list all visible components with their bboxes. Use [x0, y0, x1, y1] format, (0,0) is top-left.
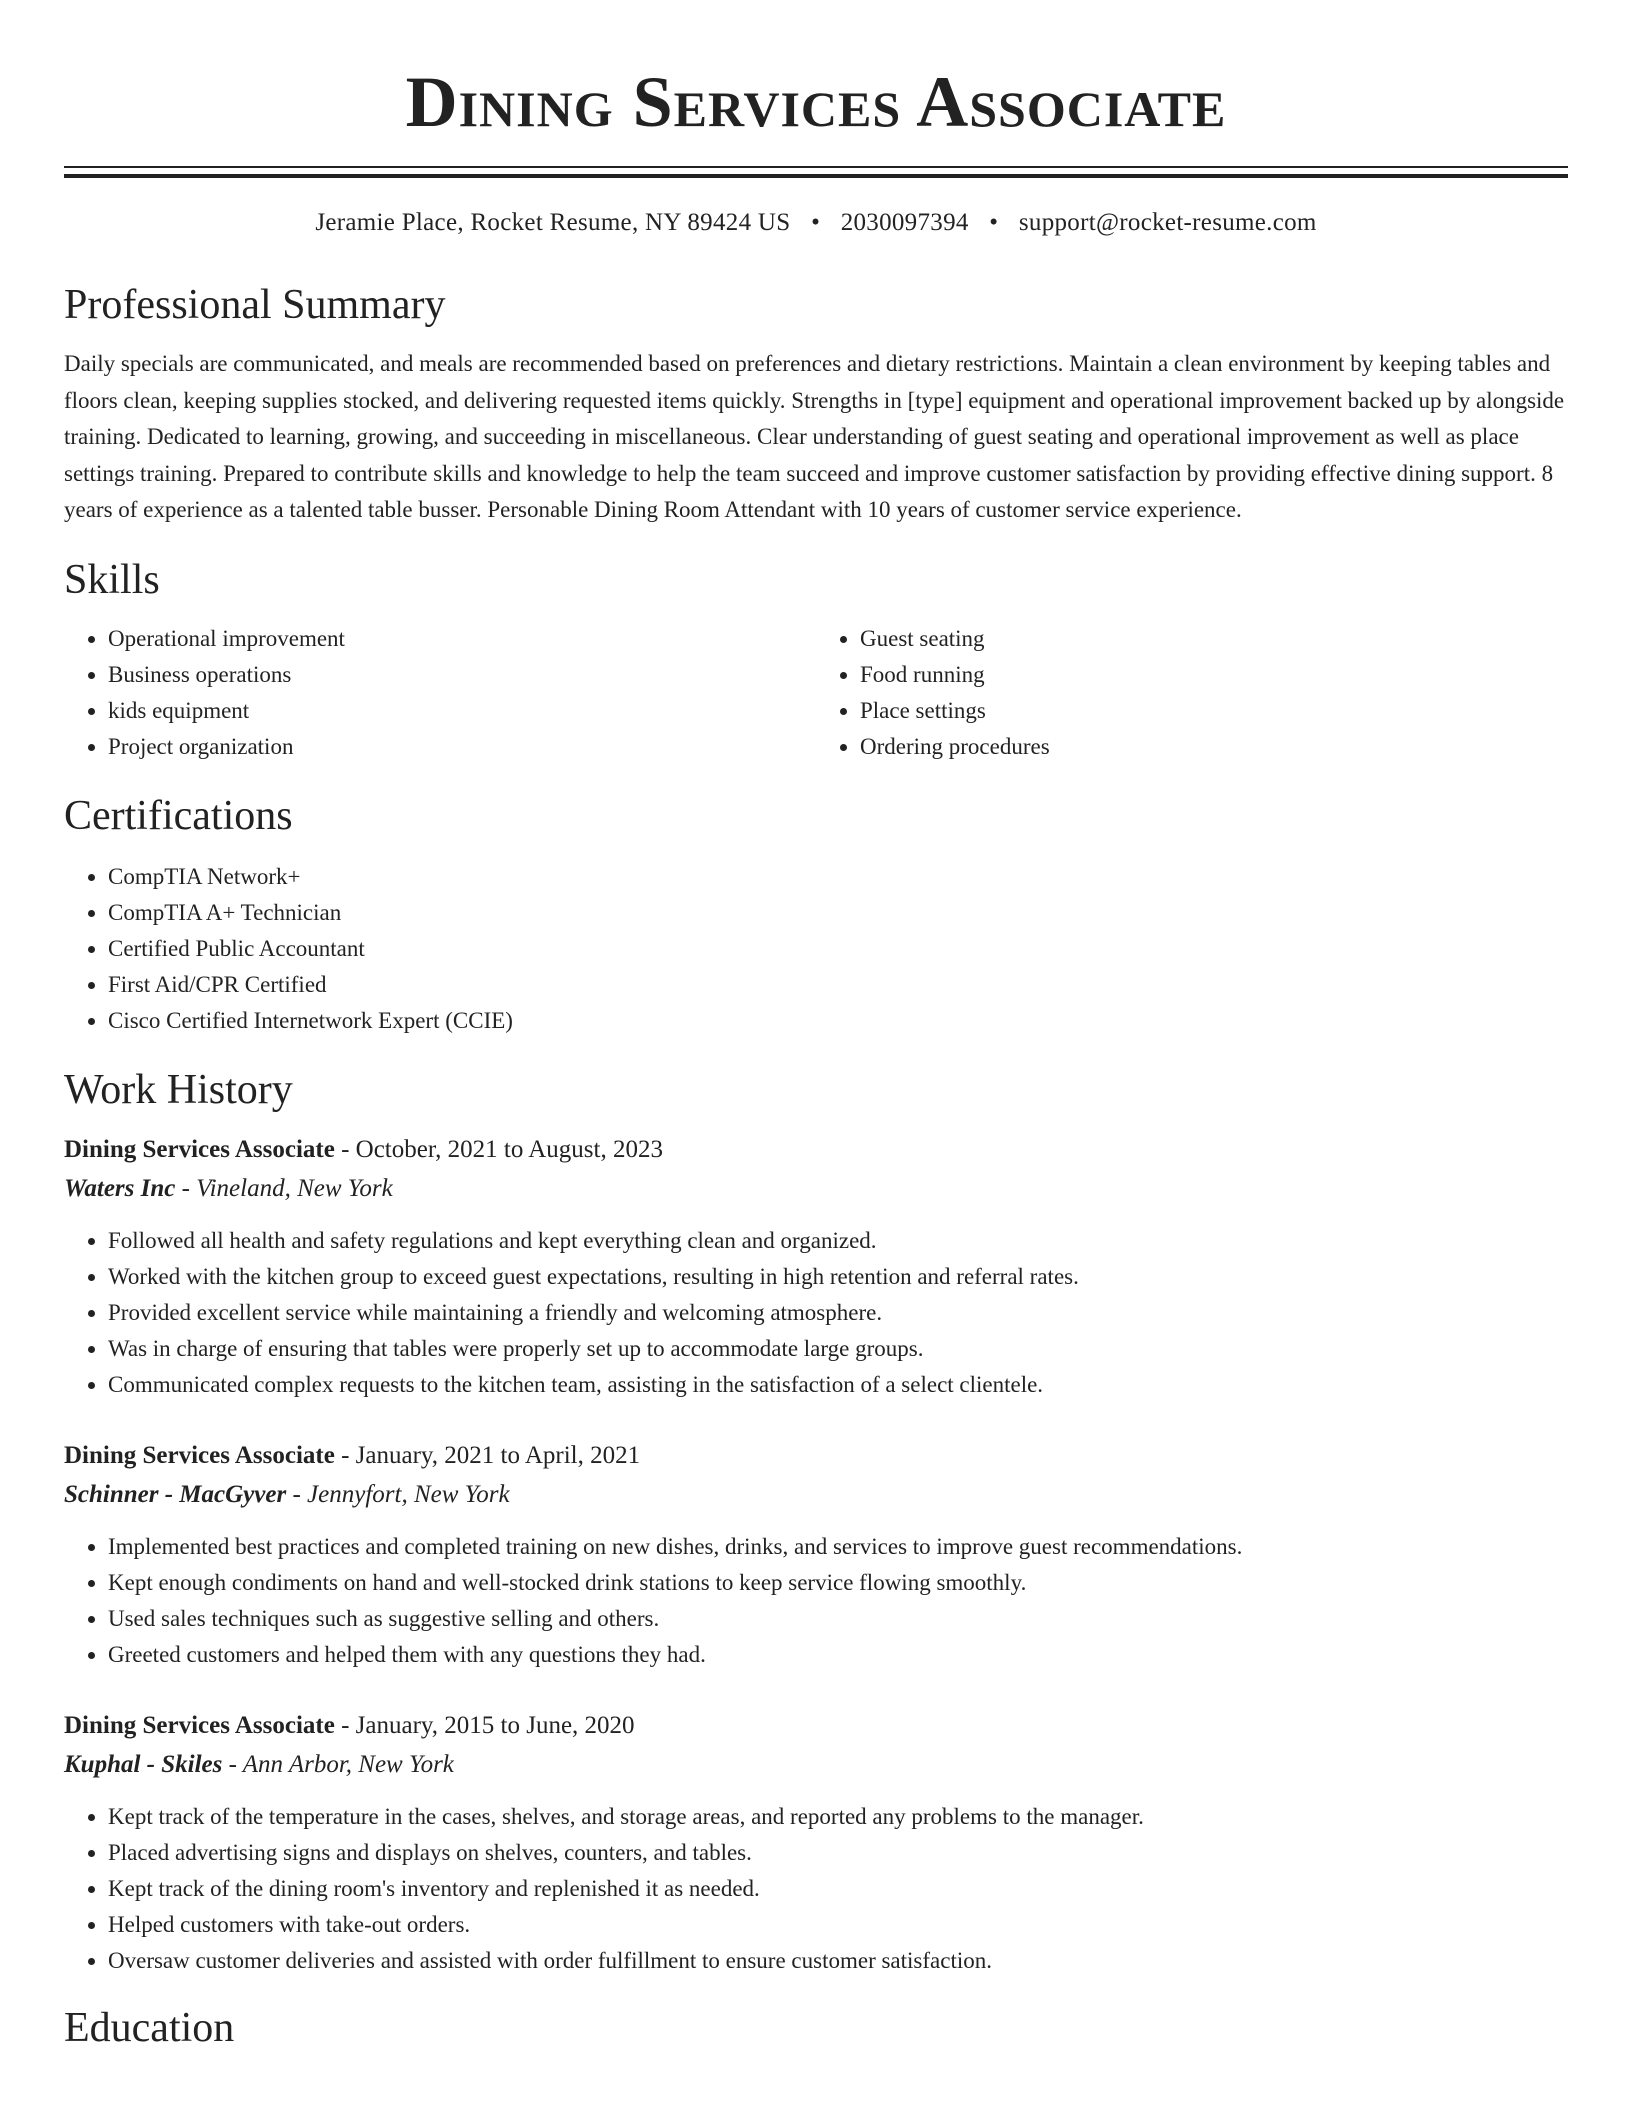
job-role: Dining Services Associate: [64, 1711, 335, 1739]
skill-item: • Operational improvement: [108, 621, 816, 657]
job-bullet: • Oversaw customer deliveries and assisted with order fulfillment to ensure customer satisfaction.: [108, 1943, 1568, 1979]
certifications-heading: Certifications: [64, 792, 293, 839]
certification-item: • Cisco Certified Internetwork Expert (CCIE): [108, 1003, 1568, 1039]
contact-phone: 2030097394: [840, 209, 969, 236]
contact-address: Jeramie Place, Rocket Resume, NY 89424 US: [315, 209, 791, 236]
job-bullet: • Provided excellent service while maintaining a friendly and welcoming atmosphere.: [108, 1295, 1568, 1331]
job-entry: [64, 1131, 1568, 1403]
job-location-separator: -: [228, 1750, 243, 1778]
job-role: Dining Services Associate: [64, 1441, 335, 1469]
skills-heading: Skills: [64, 556, 160, 603]
skills-columns: [64, 621, 1568, 765]
job-bullet: • Used sales techniques such as suggestive selling and others.: [108, 1601, 1568, 1637]
skills-list-left: [64, 621, 816, 765]
job-company: Kuphal - Skiles: [64, 1750, 223, 1778]
job-bullet: • Placed advertising signs and displays on shelves, counters, and tables.: [108, 1835, 1568, 1871]
job-dates-separator: -: [341, 1441, 356, 1469]
certification-item: • CompTIA A+ Technician: [108, 895, 1568, 931]
education-section: [64, 2003, 1568, 2053]
certifications-section: [64, 791, 1568, 1039]
job-bullet: • Was in charge of ensuring that tables were properly set up to accommodate large groups.: [108, 1331, 1568, 1367]
job-bullet: • Implemented best practices and completed training on new dishes, drinks, and services to improve guest recommendations.: [108, 1529, 1568, 1565]
summary-heading: Professional Summary: [64, 282, 446, 328]
job-company-line: [64, 1475, 1568, 1515]
resume-title: Dining Services Associate: [405, 62, 1227, 142]
skills-list-right: [816, 621, 1568, 765]
job-company-line: [64, 1169, 1568, 1209]
skill-item: • Guest seating: [860, 621, 1568, 657]
job-role: Dining Services Associate: [64, 1135, 335, 1163]
skill-item: • kids equipment: [108, 693, 816, 729]
job-dates-separator: -: [341, 1135, 356, 1163]
job-bullet: • Kept track of the temperature in the cases, shelves, and storage areas, and reported any problems to the manager.: [108, 1799, 1568, 1835]
job-location: Vineland, New York: [196, 1174, 393, 1202]
skill-item: • Project organization: [108, 729, 816, 765]
job-dates: January, 2021 to April, 2021: [355, 1441, 641, 1469]
job-location-separator: -: [181, 1174, 197, 1202]
job-bullet: • Helped customers with take-out orders.: [108, 1907, 1568, 1943]
job-location: Ann Arbor, New York: [242, 1750, 454, 1778]
job-bullet: • Communicated complex requests to the kitchen team, assisting in the satisfaction of a select clientele.: [108, 1367, 1568, 1403]
job-bullet: • Worked with the kitchen group to exceed guest expectations, resulting in high retention and referral rates.: [108, 1259, 1568, 1295]
job-location: Jennyfort, New York: [307, 1480, 510, 1508]
job-company: Waters Inc: [64, 1174, 176, 1202]
summary-text: Daily specials are communicated, and meals are recommended based on preferences and dietary restrictions. Maintain a clean environment by keeping tables and floors clean, keeping supplies stocked, and delivering requested items quickly. Strengths in [type] equipment and operational improvement backed up by alongside training. Dedicated to learning, growing, and succeeding in miscellaneous. Clear understanding of guest seating and operational improvement as well as place settings training. Prepared to contribute skills and knowledge to help the team succeed and improve customer satisfaction by providing effective dining support. 8 years of experience as a talented table busser. Personable Dining Room Attendant with 10 years of customer service experience.: [64, 351, 1565, 522]
skills-section: [64, 555, 1568, 765]
job-dates: October, 2021 to August, 2023: [355, 1135, 663, 1163]
contact-separator: •: [989, 209, 999, 236]
job-bullet: • Greeted customers and helped them with any questions they had.: [108, 1637, 1568, 1673]
certification-item: • First Aid/CPR Certified: [108, 967, 1568, 1003]
job-bullet: • Followed all health and safety regulations and kept everything clean and organized.: [108, 1223, 1568, 1259]
contact-line: [64, 206, 1568, 240]
job-title-line: [64, 1707, 1568, 1745]
skill-item: • Ordering procedures: [860, 729, 1568, 765]
title-divider-thin: [64, 166, 1568, 168]
job-title-line: [64, 1437, 1568, 1475]
job-entry: [64, 1707, 1568, 1979]
job-bullets: [64, 1529, 1568, 1673]
job-entry: [64, 1437, 1568, 1673]
certifications-list: [64, 859, 1568, 1039]
resume-page: [64, 0, 1568, 2053]
job-bullets: [64, 1799, 1568, 1979]
summary-section: [64, 280, 1568, 529]
contact-email: support@rocket-resume.com: [1018, 209, 1317, 236]
certification-item: • Certified Public Accountant: [108, 931, 1568, 967]
education-heading: Education: [64, 2004, 235, 2051]
job-dates-separator: -: [341, 1711, 356, 1739]
certification-item: • CompTIA Network+: [108, 859, 1568, 895]
job-company: Schinner - MacGyver: [64, 1480, 287, 1508]
job-dates: January, 2015 to June, 2020: [355, 1711, 635, 1739]
contact-separator: •: [811, 209, 821, 236]
job-bullets: [64, 1223, 1568, 1403]
skill-item: • Business operations: [108, 657, 816, 693]
skill-item: • Food running: [860, 657, 1568, 693]
work-history-heading: Work History: [64, 1066, 293, 1113]
job-bullet: • Kept track of the dining room's inventory and replenished it as needed.: [108, 1871, 1568, 1907]
job-company-line: [64, 1745, 1568, 1785]
job-bullet: • Kept enough condiments on hand and well-stocked drink stations to keep service flowing smoothly.: [108, 1565, 1568, 1601]
job-location-separator: -: [292, 1480, 308, 1508]
work-history-section: [64, 1065, 1568, 1979]
title-divider-thick: [64, 174, 1568, 178]
job-title-line: [64, 1131, 1568, 1169]
skill-item: • Place settings: [860, 693, 1568, 729]
